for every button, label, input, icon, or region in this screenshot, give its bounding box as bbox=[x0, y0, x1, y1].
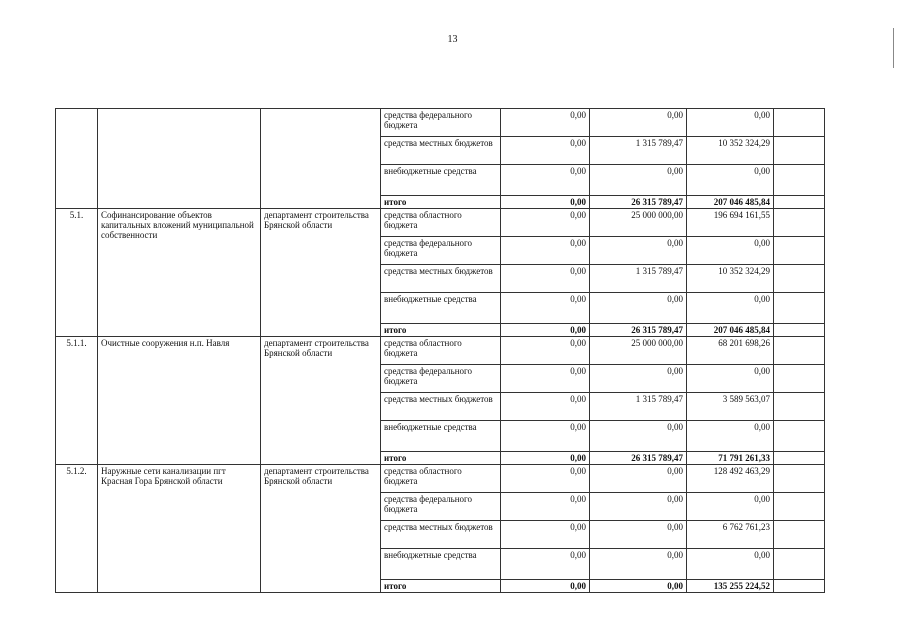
cell-funding-source: средства федерального бюджета bbox=[381, 493, 501, 521]
cell-value-2: 1 315 789,47 bbox=[590, 393, 687, 421]
row-name: Очистные сооружения н.п. Навля bbox=[98, 337, 261, 465]
cell-value-1: 0,00 bbox=[501, 109, 590, 137]
cell-value-1: 0,00 bbox=[501, 365, 590, 393]
cell-value-2: 25 000 000,00 bbox=[590, 209, 687, 237]
cell-value-2: 1 315 789,47 bbox=[590, 265, 687, 293]
row-name bbox=[98, 109, 261, 209]
row-code: 5.1.1. bbox=[56, 337, 98, 465]
cell-funding-source: средства областного бюджета bbox=[381, 209, 501, 237]
cell-value-3: 135 255 224,52 bbox=[687, 580, 774, 593]
cell-value-2: 0,00 bbox=[590, 521, 687, 549]
row-executor bbox=[261, 109, 381, 209]
cell-value-3: 6 762 761,23 bbox=[687, 521, 774, 549]
cell-value-2: 26 315 789,47 bbox=[590, 452, 687, 465]
cell-value-3: 0,00 bbox=[687, 165, 774, 196]
cell-funding-source: средства федерального бюджета bbox=[381, 365, 501, 393]
cell-value-2: 0,00 bbox=[590, 493, 687, 521]
cell-value-1: 0,00 bbox=[501, 549, 590, 580]
cell-value-1: 0,00 bbox=[501, 293, 590, 324]
cell-empty bbox=[774, 337, 825, 365]
cell-value-2: 0,00 bbox=[590, 365, 687, 393]
cell-empty bbox=[774, 209, 825, 237]
cell-value-2: 25 000 000,00 bbox=[590, 337, 687, 365]
scan-edge-line bbox=[893, 28, 894, 68]
cell-empty bbox=[774, 393, 825, 421]
cell-value-1: 0,00 bbox=[501, 580, 590, 593]
table-row bbox=[56, 109, 825, 137]
cell-funding-source: внебюджетные средства bbox=[381, 165, 501, 196]
cell-value-1: 0,00 bbox=[501, 393, 590, 421]
page-number: 13 bbox=[447, 34, 458, 45]
cell-value-3: 3 589 563,07 bbox=[687, 393, 774, 421]
cell-value-3: 196 694 161,55 bbox=[687, 209, 774, 237]
cell-empty bbox=[774, 324, 825, 337]
cell-empty bbox=[774, 465, 825, 493]
cell-empty bbox=[774, 421, 825, 452]
cell-value-2: 0,00 bbox=[590, 465, 687, 493]
cell-value-2: 0,00 bbox=[590, 109, 687, 137]
cell-value-3: 0,00 bbox=[687, 365, 774, 393]
cell-funding-source: средства местных бюджетов bbox=[381, 137, 501, 165]
cell-funding-source: средства местных бюджетов bbox=[381, 265, 501, 293]
cell-funding-source: средства областного бюджета bbox=[381, 337, 501, 365]
cell-value-2: 0,00 bbox=[590, 293, 687, 324]
cell-value-3: 0,00 bbox=[687, 421, 774, 452]
cell-value-1: 0,00 bbox=[501, 421, 590, 452]
cell-value-3: 10 352 324,29 bbox=[687, 137, 774, 165]
cell-funding-source: итого bbox=[381, 452, 501, 465]
cell-empty bbox=[774, 293, 825, 324]
cell-value-1: 0,00 bbox=[501, 165, 590, 196]
cell-value-2: 0,00 bbox=[590, 580, 687, 593]
cell-value-1: 0,00 bbox=[501, 209, 590, 237]
cell-value-3: 0,00 bbox=[687, 293, 774, 324]
cell-value-1: 0,00 bbox=[501, 452, 590, 465]
cell-value-1: 0,00 bbox=[501, 465, 590, 493]
cell-funding-source: средства местных бюджетов bbox=[381, 393, 501, 421]
cell-empty bbox=[774, 580, 825, 593]
budget-table bbox=[55, 108, 825, 593]
cell-funding-source: средства областного бюджета bbox=[381, 465, 501, 493]
cell-value-2: 26 315 789,47 bbox=[590, 196, 687, 209]
row-code: 5.1.2. bbox=[56, 465, 98, 593]
cell-funding-source: итого bbox=[381, 196, 501, 209]
cell-empty bbox=[774, 165, 825, 196]
cell-value-3: 68 201 698,26 bbox=[687, 337, 774, 365]
cell-empty bbox=[774, 493, 825, 521]
row-name: Наружные сети канализации пгт Красная Гора Брянской области bbox=[98, 465, 261, 593]
cell-funding-source: средства федерального бюджета bbox=[381, 237, 501, 265]
cell-value-3: 0,00 bbox=[687, 237, 774, 265]
cell-value-3: 207 046 485,84 bbox=[687, 196, 774, 209]
table-row bbox=[56, 465, 825, 493]
cell-value-2: 26 315 789,47 bbox=[590, 324, 687, 337]
cell-empty bbox=[774, 109, 825, 137]
cell-value-1: 0,00 bbox=[501, 493, 590, 521]
cell-value-2: 1 315 789,47 bbox=[590, 137, 687, 165]
cell-value-3: 0,00 bbox=[687, 549, 774, 580]
cell-empty bbox=[774, 549, 825, 580]
cell-empty bbox=[774, 365, 825, 393]
table-row bbox=[56, 337, 825, 365]
cell-empty bbox=[774, 452, 825, 465]
cell-funding-source: внебюджетные средства bbox=[381, 293, 501, 324]
cell-value-1: 0,00 bbox=[501, 265, 590, 293]
cell-value-3: 0,00 bbox=[687, 109, 774, 137]
row-executor: департамент строительства Брянской области bbox=[261, 337, 381, 465]
cell-funding-source: средства местных бюджетов bbox=[381, 521, 501, 549]
cell-value-1: 0,00 bbox=[501, 237, 590, 265]
cell-empty bbox=[774, 137, 825, 165]
row-code: 5.1. bbox=[56, 209, 98, 337]
cell-value-1: 0,00 bbox=[501, 196, 590, 209]
cell-empty bbox=[774, 196, 825, 209]
row-executor: департамент строительства Брянской области bbox=[261, 209, 381, 337]
row-code bbox=[56, 109, 98, 209]
cell-value-1: 0,00 bbox=[501, 337, 590, 365]
cell-value-3: 0,00 bbox=[687, 493, 774, 521]
cell-empty bbox=[774, 237, 825, 265]
cell-empty bbox=[774, 265, 825, 293]
cell-empty bbox=[774, 521, 825, 549]
cell-value-2: 0,00 bbox=[590, 549, 687, 580]
cell-value-2: 0,00 bbox=[590, 237, 687, 265]
table-row bbox=[56, 209, 825, 237]
cell-value-1: 0,00 bbox=[501, 324, 590, 337]
cell-value-2: 0,00 bbox=[590, 165, 687, 196]
cell-value-2: 0,00 bbox=[590, 421, 687, 452]
cell-funding-source: итого bbox=[381, 324, 501, 337]
cell-funding-source: средства федерального бюджета bbox=[381, 109, 501, 137]
cell-value-1: 0,00 bbox=[501, 521, 590, 549]
row-executor: департамент строительства Брянской области bbox=[261, 465, 381, 593]
cell-value-1: 0,00 bbox=[501, 137, 590, 165]
cell-value-3: 10 352 324,29 bbox=[687, 265, 774, 293]
row-name: Софинансирование объектов капитальных вложений муниципальной собственности bbox=[98, 209, 261, 337]
cell-funding-source: внебюджетные средства bbox=[381, 421, 501, 452]
cell-funding-source: внебюджетные средства bbox=[381, 549, 501, 580]
cell-value-3: 71 791 261,33 bbox=[687, 452, 774, 465]
cell-value-3: 207 046 485,84 bbox=[687, 324, 774, 337]
cell-value-3: 128 492 463,29 bbox=[687, 465, 774, 493]
cell-funding-source: итого bbox=[381, 580, 501, 593]
